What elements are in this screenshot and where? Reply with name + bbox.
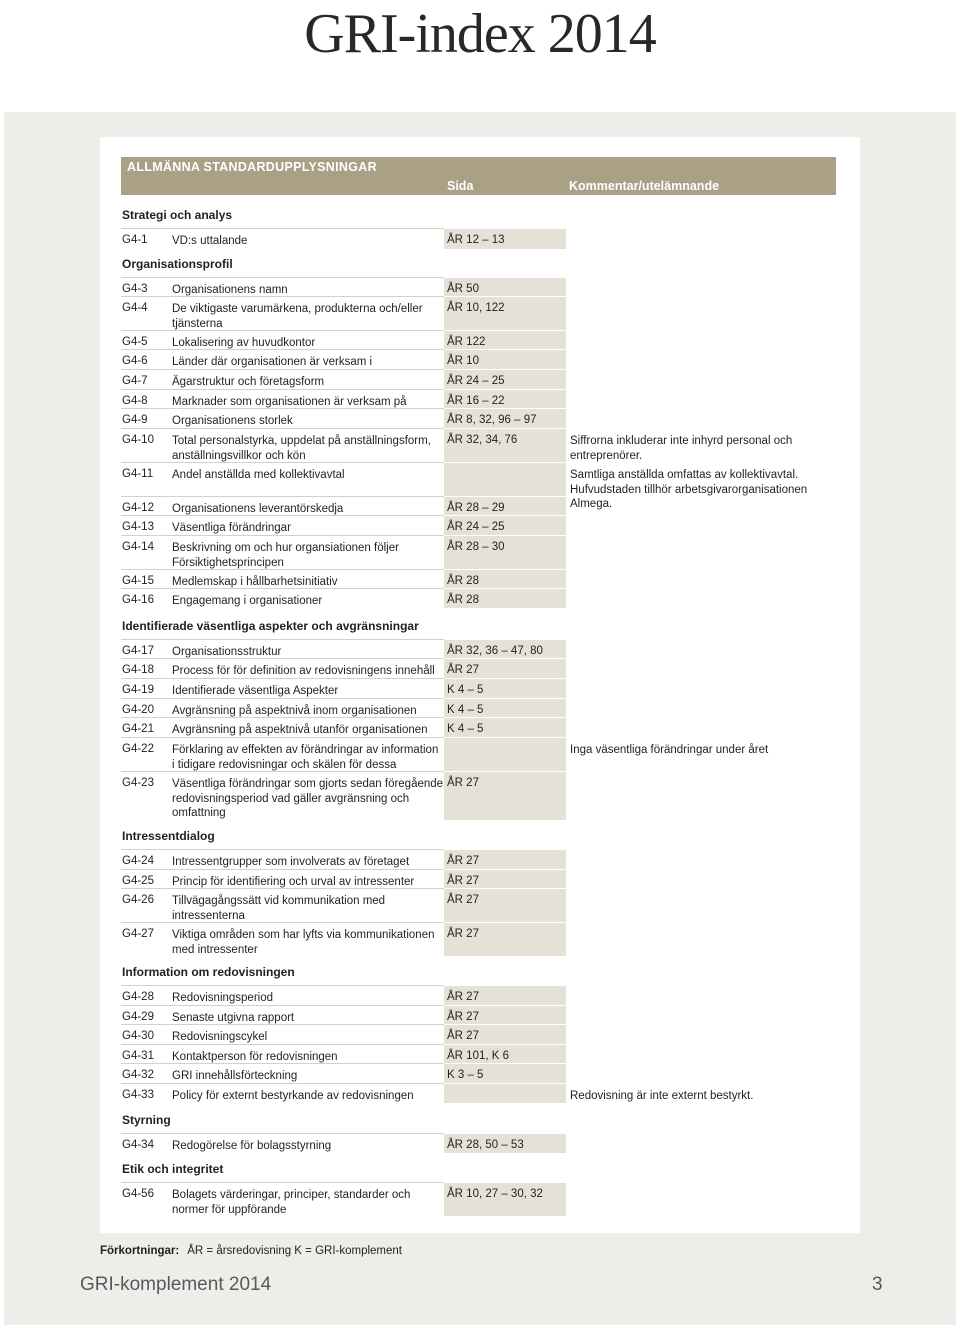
row-divider	[444, 349, 566, 350]
row-divider	[121, 639, 444, 640]
row-divider	[444, 277, 566, 278]
page-reference: ÅR 27	[447, 875, 479, 887]
row-divider	[121, 1024, 444, 1025]
row-divider	[444, 1005, 566, 1006]
indicator-description: Medlemskap i hållbarhetsinitiativ	[172, 576, 338, 588]
gri-code: G4-28	[122, 991, 154, 1003]
table-row	[0, 1182, 960, 1216]
table-row	[0, 428, 960, 462]
row-divider	[444, 496, 566, 497]
indicator-description: Kontaktperson för redovisningen	[172, 1051, 338, 1063]
row-divider	[121, 849, 444, 850]
row-divider	[444, 639, 566, 640]
indicator-description: Organisationens leverantörskedja	[172, 503, 344, 515]
indicator-description: VD:s uttalande	[172, 235, 248, 247]
gri-code: G4-8	[122, 395, 148, 407]
gri-code: G4-13	[122, 521, 154, 533]
page-reference: ÅR 16 – 22	[447, 395, 505, 407]
gri-code: G4-56	[122, 1188, 154, 1200]
row-divider	[444, 462, 566, 463]
page-reference: ÅR 32, 34, 76	[447, 434, 518, 446]
indicator-description: Identifierade väsentliga Aspekter	[172, 685, 339, 697]
row-divider	[444, 737, 566, 738]
table-row	[0, 349, 960, 369]
indicator-description: Tillvägagångssätt vid kommunikation med intressenterna	[172, 895, 386, 922]
gri-code: G4-6	[122, 355, 148, 367]
row-divider	[444, 1083, 566, 1084]
row-divider	[121, 985, 444, 986]
row-divider	[444, 1182, 566, 1183]
footnote-label: Förkortningar:	[100, 1245, 180, 1257]
row-divider	[121, 349, 444, 350]
row-divider	[444, 1063, 566, 1064]
page-reference: ÅR 27	[447, 777, 479, 789]
table-row	[0, 535, 960, 569]
row-divider	[444, 1024, 566, 1025]
row-divider	[121, 658, 444, 659]
row-divider	[121, 228, 444, 229]
row-divider	[121, 771, 444, 772]
column-header-sida: Sida	[447, 179, 474, 193]
section-heading: Intressentdialog	[122, 829, 215, 843]
gri-code: G4-4	[122, 302, 148, 314]
row-divider	[444, 849, 566, 850]
gri-code: G4-7	[122, 375, 148, 387]
table-row	[0, 569, 960, 588]
page-reference: ÅR 28 – 29	[447, 502, 505, 514]
page-reference: ÅR 10, 122	[447, 302, 505, 314]
indicator-description: Organisationens namn	[172, 284, 288, 296]
indicator-description: Engagemang i organisationer	[172, 595, 323, 607]
gri-code: G4-23	[122, 777, 154, 789]
table-row	[0, 369, 960, 389]
indicator-description: Redovisningsperiod	[172, 992, 274, 1004]
indicator-description: GRI innehållsförteckning	[172, 1070, 298, 1082]
row-divider	[121, 462, 444, 463]
indicator-description: Redogörelse för bolagsstyrning	[172, 1140, 332, 1152]
table-row	[0, 408, 960, 428]
page-reference: ÅR 28	[447, 575, 479, 587]
table-row	[0, 296, 960, 330]
table-row	[0, 389, 960, 408]
gri-code: G4-26	[122, 894, 154, 906]
indicator-description: Process för för definition av redovisningens innehåll	[172, 665, 435, 677]
gri-code: G4-20	[122, 704, 154, 716]
footer-publication: GRI-komplement 2014	[80, 1274, 272, 1295]
comment: Redovisning är inte externt bestyrkt.	[570, 1090, 754, 1102]
indicator-description: Andel anställda med kollektivavtal	[172, 469, 345, 481]
row-divider	[121, 922, 444, 923]
section-heading: Etik och integritet	[122, 1162, 224, 1176]
indicator-description: Redovisningscykel	[172, 1031, 268, 1043]
indicator-description: Förklaring av effekten av förändringar av information i tidigare redovisningar och skälen för dessa	[172, 744, 439, 771]
gri-code: G4-3	[122, 283, 148, 295]
table-row	[0, 639, 960, 658]
table-row	[0, 737, 960, 771]
section-heading: Styrning	[122, 1113, 171, 1127]
row-divider	[444, 428, 566, 429]
indicator-description: Avgränsning på aspektnivå inom organisationen	[172, 705, 417, 717]
row-divider	[444, 922, 566, 923]
row-divider	[444, 869, 566, 870]
section-heading: Strategi och analys	[122, 208, 233, 222]
row-divider	[444, 717, 566, 718]
page-reference: ÅR 27	[447, 928, 479, 940]
row-divider	[121, 408, 444, 409]
table-row	[0, 1044, 960, 1063]
row-divider	[121, 678, 444, 679]
indicator-description: Viktiga områden som har lyfts via kommunikationen med intressenter	[172, 929, 435, 956]
indicator-description: Avgränsning på aspektnivå utanför organisationen	[172, 724, 428, 736]
row-divider	[121, 1182, 444, 1183]
table-row	[0, 496, 960, 515]
page-reference: ÅR 28 – 30	[447, 541, 505, 553]
gri-code: G4-17	[122, 645, 154, 657]
gri-code: G4-24	[122, 855, 154, 867]
gri-code: G4-15	[122, 575, 154, 587]
row-divider	[444, 588, 566, 589]
row-divider	[444, 228, 566, 229]
table-row	[0, 1083, 960, 1103]
row-divider	[444, 569, 566, 570]
indicator-description: Ägarstruktur och företagsform	[172, 376, 325, 388]
section-heading: Organisationsprofil	[122, 257, 233, 271]
table-row	[0, 849, 960, 869]
page-reference: ÅR 27	[447, 991, 479, 1003]
gri-code: G4-19	[122, 684, 154, 696]
table-row	[0, 658, 960, 678]
gri-code: G4-32	[122, 1069, 154, 1081]
row-divider	[444, 985, 566, 986]
row-divider	[121, 496, 444, 497]
section-heading: Information om redovisningen	[122, 965, 295, 979]
row-divider	[121, 1133, 444, 1134]
row-divider	[444, 1044, 566, 1045]
page-reference: ÅR 28	[447, 594, 479, 606]
gri-code: G4-12	[122, 502, 154, 514]
table-row	[0, 985, 960, 1005]
column-header-comment: Kommentar/utelämnande	[569, 179, 720, 193]
footnote-text: ÅR = årsredovisning K = GRI-komplement	[187, 1245, 402, 1257]
page-number: 3	[872, 1274, 883, 1295]
comment: Samtliga anställda omfattas av kollektivavtal. Hufvudstaden tillhör arbetsgivarorganisationen Almega.	[570, 469, 808, 510]
indicator-description: Väsentliga förändringar	[172, 522, 291, 534]
gri-code: G4-33	[122, 1089, 154, 1101]
page-reference: ÅR 12 – 13	[447, 234, 505, 246]
page-reference: ÅR 27	[447, 1030, 479, 1042]
row-divider	[444, 408, 566, 409]
table-row	[0, 588, 960, 608]
indicator-description: Total personalstyrka, uppdelat på anställningsform, anställningsvillkor och kön	[172, 435, 431, 462]
indicator-description: Princip för identifiering och urval av intressenter	[172, 876, 415, 888]
gri-code: G4-27	[122, 928, 154, 940]
table-row	[0, 698, 960, 717]
row-divider	[121, 737, 444, 738]
row-divider	[121, 515, 444, 516]
gri-code: G4-31	[122, 1050, 154, 1062]
gri-code: G4-30	[122, 1030, 154, 1042]
section-heading: Identifierade väsentliga aspekter och avgränsningar	[122, 619, 419, 633]
indicator-description: Länder där organisationen är verksam i	[172, 356, 373, 368]
indicator-description: Lokalisering av huvudkontor	[172, 337, 316, 349]
row-divider	[121, 277, 444, 278]
table-row	[0, 228, 960, 249]
page-reference: K 4 – 5	[447, 704, 484, 716]
page-reference: ÅR 24 – 25	[447, 375, 505, 387]
row-divider	[444, 771, 566, 772]
row-divider	[121, 296, 444, 297]
gri-code: G4-5	[122, 336, 148, 348]
gri-code: G4-14	[122, 541, 154, 553]
indicator-description: Intressentgrupper som involverats av företaget	[172, 856, 410, 868]
row-divider	[444, 888, 566, 889]
table-row	[0, 1024, 960, 1044]
row-divider	[444, 515, 566, 516]
row-divider	[121, 1005, 444, 1006]
page-reference: K 3 – 5	[447, 1069, 484, 1081]
gri-code: G4-34	[122, 1139, 154, 1151]
row-divider	[444, 330, 566, 331]
gri-code: G4-16	[122, 594, 154, 606]
table-row	[0, 1005, 960, 1024]
page-title: GRI-index 2014	[304, 3, 656, 65]
page-reference: ÅR 32, 36 – 47, 80	[447, 645, 543, 657]
row-divider	[121, 389, 444, 390]
table-row	[0, 330, 960, 349]
page-reference: ÅR 28, 50 – 53	[447, 1139, 524, 1151]
page-reference: ÅR 24 – 25	[447, 521, 505, 533]
row-divider	[444, 658, 566, 659]
row-divider	[121, 1063, 444, 1064]
comment: Siffrorna inkluderar inte inhyrd personal och entreprenörer.	[570, 435, 793, 462]
gri-code: G4-29	[122, 1011, 154, 1023]
table-row	[0, 277, 960, 296]
page-reference: ÅR 10	[447, 355, 479, 367]
row-divider	[444, 296, 566, 297]
gri-code: G4-9	[122, 414, 148, 426]
page-reference: ÅR 101, K 6	[447, 1050, 510, 1062]
gri-code: G4-1	[122, 234, 148, 246]
gri-code: G4-18	[122, 664, 154, 676]
page-reference: ÅR 10, 27 – 30, 32	[447, 1188, 543, 1200]
row-divider	[444, 698, 566, 699]
table-row	[0, 869, 960, 888]
page-reference: ÅR 27	[447, 1011, 479, 1023]
table-row	[0, 1133, 960, 1153]
comment: Inga väsentliga förändringar under året	[570, 744, 769, 756]
page-reference: K 4 – 5	[447, 684, 484, 696]
indicator-description: Senaste utgivna rapport	[172, 1012, 295, 1024]
page-reference: ÅR 8, 32, 96 – 97	[447, 414, 537, 426]
page-reference: ÅR 27	[447, 894, 479, 906]
table-row	[0, 888, 960, 922]
row-divider	[121, 869, 444, 870]
row-divider	[121, 888, 444, 889]
page-reference: ÅR 27	[447, 664, 479, 676]
row-divider	[121, 588, 444, 589]
indicator-description: Bolagets värderingar, principer, standarder och normer för uppförande	[172, 1189, 411, 1216]
table-row	[0, 771, 960, 820]
gri-code: G4-11	[122, 468, 154, 480]
row-divider	[121, 1083, 444, 1084]
indicator-description: Organisationens storlek	[172, 415, 293, 427]
indicator-description: Väsentliga förändringar som gjorts sedan föregående redovisningsperiod vad gäller avgränsning och omfattning	[172, 778, 444, 819]
page-reference: ÅR 122	[447, 336, 486, 348]
row-divider	[121, 1044, 444, 1045]
table-row	[0, 717, 960, 737]
gri-code: G4-21	[122, 723, 154, 735]
row-divider	[121, 698, 444, 699]
table-header	[121, 157, 836, 195]
indicator-description: Beskrivning om och hur organsiationen följer Försiktighetsprincipen	[172, 542, 399, 569]
row-divider	[444, 535, 566, 536]
indicator-description: De viktigaste varumärkena, produkterna och/eller tjänsterna	[172, 303, 423, 330]
indicator-description: Policy för externt bestyrkande av redovisningen	[172, 1090, 414, 1102]
gri-code: G4-22	[122, 743, 154, 755]
table-row	[0, 922, 960, 956]
abbreviations-footnote	[100, 1245, 402, 1257]
row-divider	[121, 428, 444, 429]
row-divider	[121, 369, 444, 370]
indicator-description: Organisationsstruktur	[172, 646, 282, 658]
page-reference: ÅR 27	[447, 855, 479, 867]
table-header-title: ALLMÄNNA STANDARDUPPLYSNINGAR	[127, 160, 377, 174]
row-divider	[121, 330, 444, 331]
row-divider	[121, 535, 444, 536]
row-divider	[121, 569, 444, 570]
gri-code: G4-10	[122, 434, 154, 446]
row-divider	[444, 389, 566, 390]
page-reference: ÅR 50	[447, 283, 479, 295]
indicator-description: Marknader som organisationen är verksam på	[172, 396, 407, 408]
table-row	[0, 1063, 960, 1083]
row-divider	[444, 369, 566, 370]
page-reference: K 4 – 5	[447, 723, 484, 735]
row-divider	[121, 717, 444, 718]
table-row	[0, 515, 960, 535]
row-divider	[444, 678, 566, 679]
row-divider	[444, 1133, 566, 1134]
table-row	[0, 678, 960, 698]
gri-code: G4-25	[122, 875, 154, 887]
